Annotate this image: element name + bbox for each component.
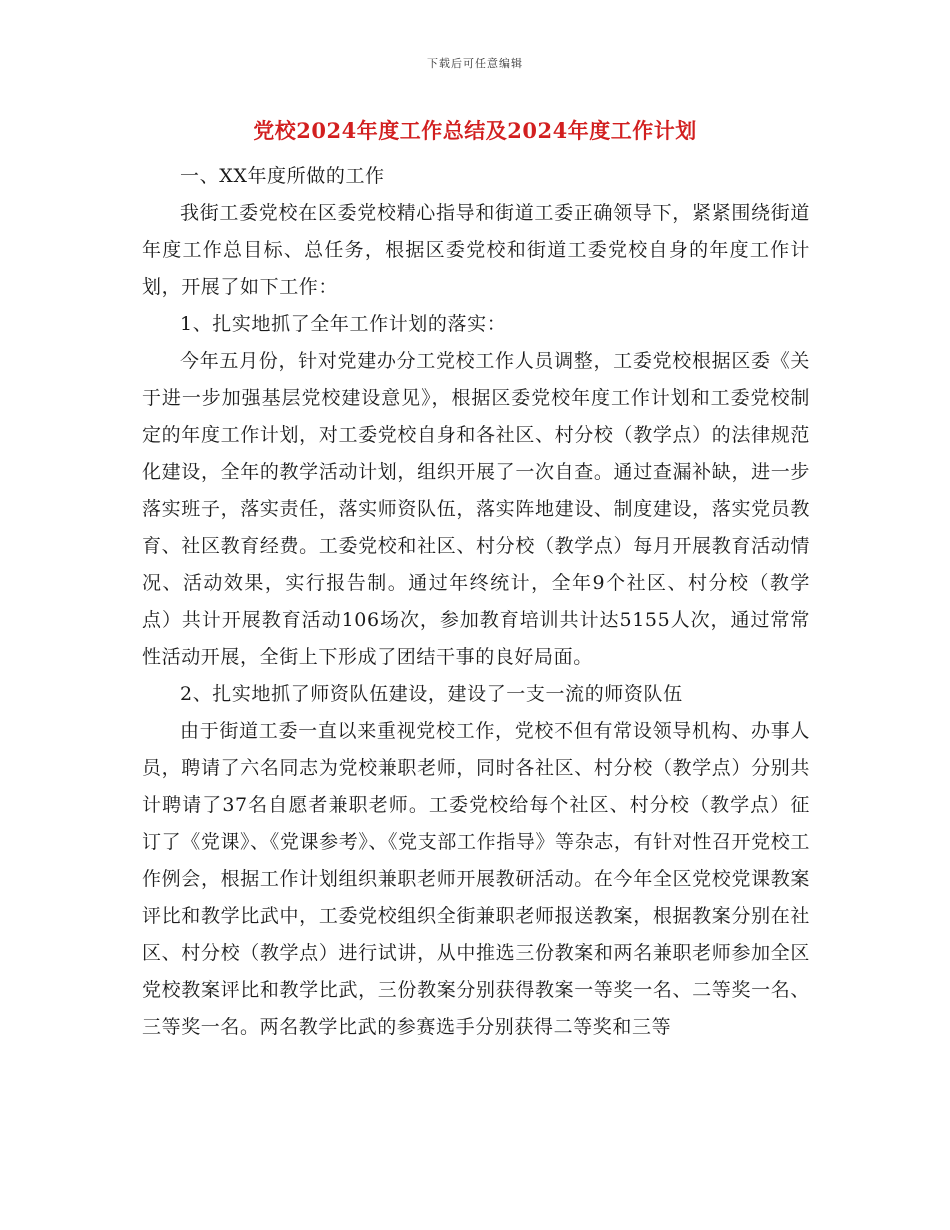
paragraph-teachers: 由于街道工委一直以来重视党校工作，党校不但有常设领导机构、办事人员，聘请了六名同志为党校兼职老师，同时各社区、村分校（教学点）分别共计聘请了37名自愿者兼职老师。工委党校给每个社区、村分校（教学点）征订了《党课》、《党课参考》、《党支部工作指导》等杂志，有针对性召开党校工作例会，根据工作计划组织兼职老师开展教研活动。在今年全区党校党课教案评比和教学比武中，工委党校组织全街兼职老师报送教案，根据教案分别在社区、村分校（教学点）进行试讲，从中推选三份教案和两名兼职老师参加全区党校教案评比和教学比武，三份教案分别获得教案一等奖一名、二等奖一名、三等奖一名。两名教学比武的参赛选手分别获得二等奖和三等 [142, 720, 810, 1038]
subheading-plan: 1、扎实地抓了全年工作计划的落实： [180, 313, 507, 335]
paragraph-plan: 今年五月份，针对党建办分工党校工作人员调整，工委党校根据区委《关于进一步加强基层党校建设意见》，根据区委党校年度工作计划和工委党校制定的年度工作计划，对工委党校自身和各社区、村分校（教学点）的法律规范化建设，全年的教学活动计划，组织开展了一次自查。通过查漏补缺，进一步落实班子，落实责任，落实师资队伍，落实阵地建设、制度建设，落实党员教育、社区教育经费。工委党校和社区、村分校（教学点）每月开展教育活动情况、活动效果，实行报告制。通过年终统计，全年9个社区、村分校（教学点）共计开展教育活动106场次，参加教育培训共计达5155人次，通过常常性活动开展，全街上下形成了团结干事的良好局面。 [142, 350, 810, 668]
document-title: 党校2024年度工作总结及2024年度工作计划 [253, 118, 697, 143]
document-body [142, 158, 810, 1046]
paragraph-intro: 我街工委党校在区委党校精心指导和街道工委正确领导下，紧紧围绕街道年度工作总目标、总任务，根据区委党校和街道工委党校自身的年度工作计划，开展了如下工作： [142, 202, 810, 298]
subheading-teachers: 2、扎实地抓了师资队伍建设，建设了一支一流的师资队伍 [180, 683, 683, 705]
section-heading-1: 一、XX年度所做的工作 [180, 165, 385, 187]
header-note: 下载后可任意编辑 [427, 57, 523, 70]
